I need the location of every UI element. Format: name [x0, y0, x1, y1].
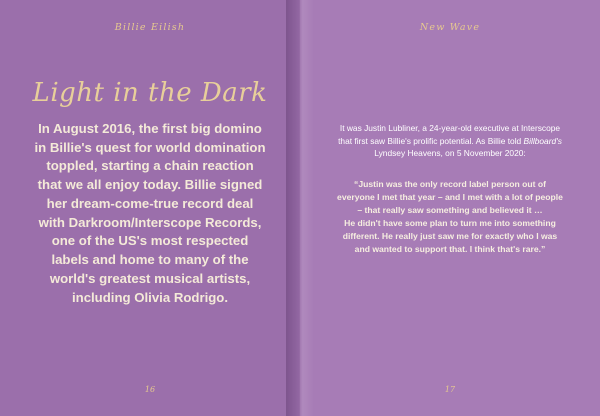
quote-paragraph-1: “Justin was the only record label person out of everyone I met that year – and I met with a lot of people – that really saw something and believed it … — [337, 179, 563, 216]
pull-quote — [334, 178, 566, 256]
page-number-left: 16 — [144, 385, 156, 394]
body-intro — [336, 122, 564, 160]
intro-paragraph: In August 2016, the first big domino in Billie's quest for world domination toppled, starting a chain reaction that we all enjoy today. Billie signed her dream-come-true record deal with Darkroom/Interscope Records, one of the US's most respected labels and home to many of the world's greatest musical artists, including Olivia Rodrigo. — [34, 121, 266, 305]
running-head-right: New Wave — [419, 22, 481, 33]
right-page — [300, 0, 600, 416]
page-number-right: 17 — [444, 385, 456, 394]
chapter-title: Light in the Dark — [32, 78, 268, 108]
body-intro-part2: Lyndsey Heavens, on 5 November 2020: — [374, 148, 526, 159]
body-intro-part1: It was Justin Lubliner, a 24-year-old executive at Interscope that first saw Billie's prolific potential. As Billie told — [338, 123, 561, 146]
quote-paragraph-2: He didn't have some plan to turn me into something different. He really just saw me for exactly who I was and wanted to support that. I think that's rare.” — [342, 218, 558, 255]
running-head-left: Billie Eilish — [114, 22, 186, 33]
magazine-name: Billboard's — [523, 135, 562, 146]
